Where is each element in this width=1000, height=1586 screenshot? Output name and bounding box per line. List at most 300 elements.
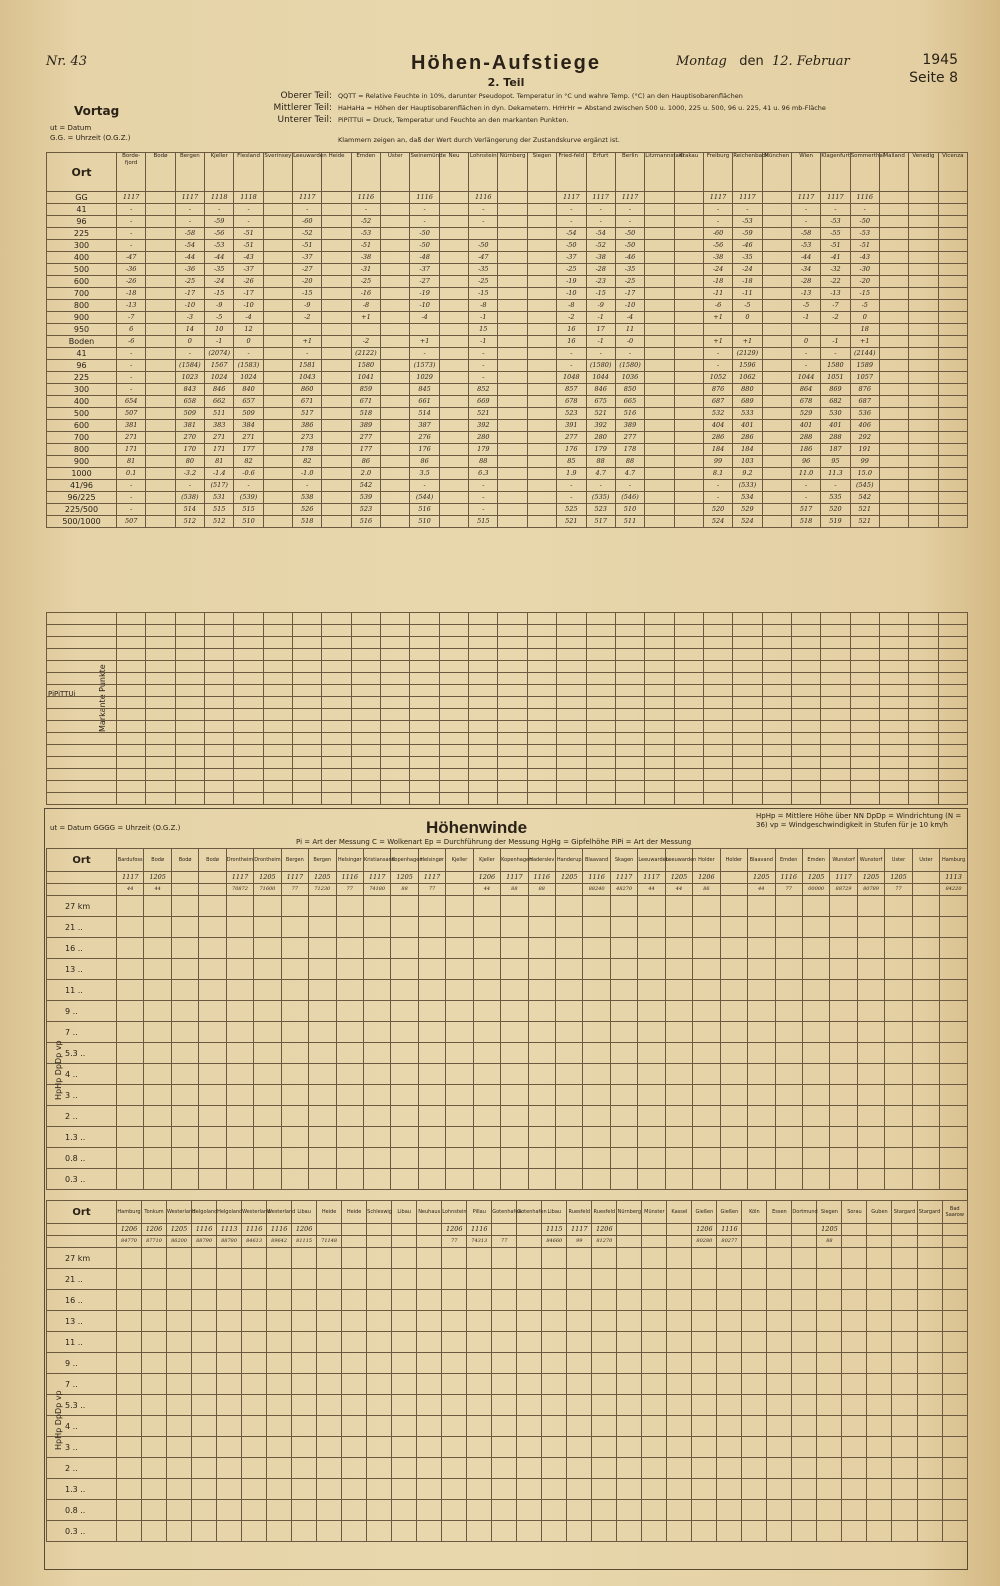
wind-cell — [830, 1085, 857, 1106]
wind-cell — [717, 1269, 742, 1290]
table-cell: -10 — [175, 300, 204, 312]
wind-cell — [254, 1127, 281, 1148]
blank-cell — [615, 625, 644, 637]
wind-cell — [665, 980, 692, 1001]
blank-cell — [498, 733, 527, 745]
table-cell: -5 — [205, 312, 234, 324]
level-label: 13 .. — [47, 1311, 117, 1332]
table-cell — [527, 480, 556, 492]
blank-cell — [117, 625, 146, 637]
pi-cell — [199, 884, 226, 896]
wind-cell — [242, 1395, 267, 1416]
blank-cell — [146, 757, 175, 769]
code-cell — [199, 872, 226, 884]
wind-cell — [942, 1332, 967, 1353]
blank-cell — [557, 673, 586, 685]
wind-cell — [199, 1106, 226, 1127]
wind-cell — [583, 1085, 610, 1106]
table-cell: 1036 — [615, 372, 644, 384]
wind-cell — [367, 1521, 392, 1542]
table-cell — [938, 348, 967, 360]
table-cell — [263, 516, 292, 528]
wind-cell — [842, 1290, 867, 1311]
wind-cell — [792, 1290, 817, 1311]
table-cell: 178 — [615, 444, 644, 456]
blank-cell — [381, 769, 410, 781]
wind-cell — [665, 917, 692, 938]
row-level: 700 — [47, 432, 117, 444]
blank-cell — [263, 769, 292, 781]
wind-cell — [367, 1437, 392, 1458]
blank-cell — [234, 661, 263, 673]
wind-cell — [267, 1311, 292, 1332]
table-cell: 687 — [703, 396, 732, 408]
blank-cell — [733, 769, 762, 781]
blank-cell — [175, 733, 204, 745]
wind-cell — [171, 917, 198, 938]
wind-cell — [417, 1521, 442, 1542]
blank-cell — [322, 673, 351, 685]
table-cell: 286 — [703, 432, 732, 444]
wind-cell — [417, 1269, 442, 1290]
blank-cell — [527, 685, 556, 697]
table-cell — [498, 240, 527, 252]
blank-cell — [527, 733, 556, 745]
wind-cell — [517, 1416, 542, 1437]
wind-cell — [830, 1001, 857, 1022]
blank-cell — [821, 745, 850, 757]
wind-cell — [142, 1395, 167, 1416]
blank-cell — [674, 793, 703, 805]
wind-cell — [517, 1290, 542, 1311]
table-cell — [645, 228, 674, 240]
markante-row — [47, 781, 968, 793]
wind-cell — [492, 1374, 517, 1395]
blank-cell — [439, 757, 468, 769]
blank-cell — [733, 697, 762, 709]
table-cell — [381, 456, 410, 468]
wind-cell — [942, 1248, 967, 1269]
wind-cell — [254, 1022, 281, 1043]
wind-cell — [638, 980, 665, 1001]
wind-cell — [942, 1290, 967, 1311]
wind-cell — [501, 1169, 528, 1190]
table-cell — [498, 516, 527, 528]
wind-cell — [817, 1437, 842, 1458]
table-cell — [381, 384, 410, 396]
wind-cell — [802, 917, 829, 938]
table-cell: 510 — [234, 516, 263, 528]
table-cell — [645, 204, 674, 216]
wind-cell — [912, 1169, 939, 1190]
table-cell — [762, 456, 791, 468]
table-cell: 387 — [410, 420, 439, 432]
wind-cell — [830, 1127, 857, 1148]
wind-cell — [792, 1479, 817, 1500]
blank-cell — [205, 721, 234, 733]
table-cell — [938, 456, 967, 468]
table-cell: -30 — [850, 264, 879, 276]
wind-cell — [592, 1248, 617, 1269]
wind-cell — [720, 1043, 747, 1064]
wind-cell — [281, 1148, 308, 1169]
blank-cell — [615, 793, 644, 805]
markante-row — [47, 697, 968, 709]
wind-cell — [167, 1416, 192, 1437]
wind-cell — [117, 1353, 142, 1374]
table-cell — [762, 276, 791, 288]
year: 1945 — [922, 52, 958, 68]
code-row — [47, 872, 968, 884]
wind-cell — [610, 1043, 637, 1064]
table-cell — [381, 468, 410, 480]
table-cell: - — [615, 204, 644, 216]
level-row — [47, 1148, 968, 1169]
wind-cell — [892, 1269, 917, 1290]
wind-cell — [363, 1085, 390, 1106]
table-cell: -0 — [615, 336, 644, 348]
station-name: Emden — [802, 849, 829, 872]
wind-cell — [912, 959, 939, 980]
table-row — [47, 324, 968, 336]
pi-cell: 80277 — [717, 1236, 742, 1248]
table-cell: -15 — [586, 288, 615, 300]
table-cell — [322, 468, 351, 480]
table-cell: 401 — [821, 420, 850, 432]
table-cell: - — [557, 348, 586, 360]
wind-cell — [842, 1332, 867, 1353]
blank-cell — [263, 661, 292, 673]
wind-cell — [392, 1374, 417, 1395]
table-cell — [879, 288, 908, 300]
blank-cell — [175, 709, 204, 721]
blank-cell — [410, 721, 439, 733]
blank-cell — [47, 781, 117, 793]
table-cell: -38 — [586, 252, 615, 264]
table-cell — [439, 216, 468, 228]
wind-cell — [693, 1169, 720, 1190]
table-cell — [527, 348, 556, 360]
wind-cell — [446, 896, 473, 917]
wind-cell — [638, 1127, 665, 1148]
blank-cell — [263, 757, 292, 769]
wind-cell — [501, 1106, 528, 1127]
table-cell: 531 — [205, 492, 234, 504]
table-cell — [322, 408, 351, 420]
table-cell: 179 — [469, 444, 498, 456]
table-cell: -35 — [615, 264, 644, 276]
ort-header: Ort — [47, 849, 117, 872]
level-label: 1.3 .. — [47, 1127, 117, 1148]
wind-cell — [792, 1248, 817, 1269]
wind-cell — [418, 1022, 445, 1043]
table-cell: 81 — [117, 456, 146, 468]
blank-cell — [498, 661, 527, 673]
wind-cell — [542, 1395, 567, 1416]
table-cell: 177 — [351, 444, 380, 456]
table-cell: 539 — [351, 492, 380, 504]
table-cell — [498, 324, 527, 336]
wind-cell — [617, 1500, 642, 1521]
table-cell — [381, 276, 410, 288]
wind-cell — [226, 1106, 253, 1127]
table-row — [47, 372, 968, 384]
blank-cell — [205, 769, 234, 781]
wind-cell — [217, 1248, 242, 1269]
table-cell: -59 — [205, 216, 234, 228]
table-cell: 511 — [615, 516, 644, 528]
wind-cell — [171, 938, 198, 959]
blank-cell — [234, 613, 263, 625]
table-cell: 178 — [293, 444, 322, 456]
level-row — [47, 980, 968, 1001]
table-cell: 675 — [586, 396, 615, 408]
pi-cell: 77 — [885, 884, 912, 896]
wind-cell — [940, 1064, 968, 1085]
table-cell: 6.3 — [469, 468, 498, 480]
wind-cell — [167, 1479, 192, 1500]
code-cell: 1206 — [117, 1224, 142, 1236]
station-name: Uster — [912, 849, 939, 872]
wind-cell — [817, 1353, 842, 1374]
table-row — [47, 240, 968, 252]
table-cell — [762, 504, 791, 516]
wind-cell — [446, 1001, 473, 1022]
table-cell — [439, 492, 468, 504]
blank-cell — [381, 613, 410, 625]
blank-cell — [821, 721, 850, 733]
wind-cell — [802, 1106, 829, 1127]
code-cell — [912, 872, 939, 884]
table-row — [47, 384, 968, 396]
wind-cell — [892, 1437, 917, 1458]
blank-cell — [293, 625, 322, 637]
wind-cell — [363, 917, 390, 938]
blank-cell — [938, 721, 967, 733]
wind-cell — [226, 1022, 253, 1043]
blank-cell — [322, 781, 351, 793]
ort-header: Ort — [47, 1201, 117, 1224]
blank-cell — [293, 721, 322, 733]
blank-cell — [439, 661, 468, 673]
wind-cell — [473, 1148, 500, 1169]
axis-label-b: HpHp DpDp vp — [54, 1390, 63, 1450]
table-cell: (539) — [234, 492, 263, 504]
blank-cell — [146, 781, 175, 793]
blank-cell — [645, 733, 674, 745]
blank-cell — [674, 697, 703, 709]
wind-cell — [167, 1458, 192, 1479]
blank-cell — [146, 625, 175, 637]
wind-cell — [857, 1001, 884, 1022]
row-level: 41 — [47, 348, 117, 360]
wind-cell — [742, 1395, 767, 1416]
table-cell — [322, 456, 351, 468]
wind-cell — [467, 1416, 492, 1437]
table-cell — [527, 420, 556, 432]
table-cell: -15 — [205, 288, 234, 300]
wind-cell — [692, 1395, 717, 1416]
table-cell — [322, 252, 351, 264]
wind-cell — [867, 1332, 892, 1353]
wind-cell — [292, 1500, 317, 1521]
wind-cell — [556, 1064, 583, 1085]
wind-cell — [802, 1085, 829, 1106]
wind-cell — [281, 1022, 308, 1043]
table-cell: 187 — [821, 444, 850, 456]
table-cell: 186 — [791, 444, 820, 456]
pi-cell: 88 — [501, 884, 528, 896]
blank-cell — [234, 709, 263, 721]
code-cell: 1206 — [142, 1224, 167, 1236]
table-cell — [527, 288, 556, 300]
blank-cell — [439, 709, 468, 721]
blank-cell — [733, 613, 762, 625]
table-cell: -46 — [615, 252, 644, 264]
wind-cell — [142, 1353, 167, 1374]
blank-cell — [938, 709, 967, 721]
table-cell: 16 — [557, 324, 586, 336]
blank-cell — [234, 745, 263, 757]
blank-cell — [703, 661, 732, 673]
wind-cell — [342, 1290, 367, 1311]
wind-cell — [446, 1148, 473, 1169]
wind-cell — [638, 959, 665, 980]
wind-cell — [517, 1458, 542, 1479]
wind-cell — [217, 1269, 242, 1290]
blank-cell — [645, 697, 674, 709]
pi-cell — [556, 884, 583, 896]
table-row — [47, 276, 968, 288]
blank-cell — [175, 697, 204, 709]
level-label: 16 .. — [47, 938, 117, 959]
wind-cell — [692, 1290, 717, 1311]
table-cell: 86 — [351, 456, 380, 468]
wind-cell — [267, 1374, 292, 1395]
table-cell — [909, 204, 938, 216]
wind-cell — [693, 1148, 720, 1169]
wind-cell — [281, 959, 308, 980]
table-cell: 536 — [850, 408, 879, 420]
blank-cell — [938, 637, 967, 649]
wind-cell — [171, 1127, 198, 1148]
table-cell — [645, 312, 674, 324]
wind-cell — [542, 1311, 567, 1332]
wind-cell — [392, 1248, 417, 1269]
table-cell — [263, 276, 292, 288]
wind-cell — [693, 1043, 720, 1064]
level-label: 2 .. — [47, 1106, 117, 1127]
table-cell — [498, 228, 527, 240]
wind-cell — [117, 1106, 144, 1127]
wind-cell — [392, 1311, 417, 1332]
blank-cell — [645, 649, 674, 661]
wind-cell — [592, 1332, 617, 1353]
wind-cell — [802, 1169, 829, 1190]
wind-cell — [720, 1022, 747, 1043]
station-name: Mailand — [879, 153, 908, 192]
wind-cell — [517, 1479, 542, 1500]
table-cell: -50 — [469, 240, 498, 252]
table-cell — [146, 492, 175, 504]
wind-cell — [542, 1416, 567, 1437]
klammer-note: Klammern zeigen an, daß der Wert durch Verlängerung der Zustandskurve ergänzt ist. — [338, 136, 620, 144]
table-cell — [439, 432, 468, 444]
level-label: 21 .. — [47, 1269, 117, 1290]
wind-cell — [342, 1269, 367, 1290]
wind-cell — [717, 1500, 742, 1521]
wind-cell — [317, 1395, 342, 1416]
wind-cell — [610, 1001, 637, 1022]
table-cell — [263, 324, 292, 336]
code-cell: 1116 — [717, 1224, 742, 1236]
table-cell: -53 — [791, 240, 820, 252]
wind-cell — [542, 1479, 567, 1500]
wind-cell — [417, 1248, 442, 1269]
blank-cell — [498, 697, 527, 709]
wind-cell — [317, 1416, 342, 1437]
wind-cell — [917, 1374, 942, 1395]
code-cell — [917, 1224, 942, 1236]
blank-cell — [586, 733, 615, 745]
table-cell: 1117 — [733, 192, 762, 204]
table-row — [47, 348, 968, 360]
wind-cell — [391, 1169, 418, 1190]
blank-cell — [439, 733, 468, 745]
table-cell — [439, 312, 468, 324]
station-header-row — [47, 153, 968, 192]
code-cell — [492, 1224, 517, 1236]
blank-cell — [703, 721, 732, 733]
table-cell: -9 — [293, 300, 322, 312]
table-cell — [762, 240, 791, 252]
blank-cell — [469, 661, 498, 673]
table-cell — [645, 372, 674, 384]
wind-cell — [317, 1353, 342, 1374]
table-cell: 512 — [175, 516, 204, 528]
table-cell: -20 — [293, 276, 322, 288]
wind-cell — [917, 1332, 942, 1353]
wind-cell — [638, 1106, 665, 1127]
table-cell — [439, 444, 468, 456]
wind-cell — [117, 1479, 142, 1500]
table-cell: - — [351, 204, 380, 216]
table-cell — [791, 324, 820, 336]
wind-cell — [309, 1064, 336, 1085]
table-cell — [322, 192, 351, 204]
table-cell: 529 — [733, 504, 762, 516]
blank-cell — [674, 625, 703, 637]
wind-cell — [192, 1395, 217, 1416]
table-cell: 273 — [293, 432, 322, 444]
table-cell: -47 — [117, 252, 146, 264]
wind-cell — [583, 1022, 610, 1043]
level-label: 9 .. — [47, 1001, 117, 1022]
table-cell — [909, 336, 938, 348]
table-cell: 288 — [791, 432, 820, 444]
wind-cell — [418, 1127, 445, 1148]
blank-cell — [381, 625, 410, 637]
wind-cell — [748, 1022, 775, 1043]
wind-cell — [117, 1374, 142, 1395]
markante-row — [47, 733, 968, 745]
wind-cell — [144, 1127, 171, 1148]
wind-cell — [542, 1458, 567, 1479]
table-row — [47, 228, 968, 240]
wind-cell — [717, 1311, 742, 1332]
table-cell — [674, 444, 703, 456]
table-cell — [381, 252, 410, 264]
